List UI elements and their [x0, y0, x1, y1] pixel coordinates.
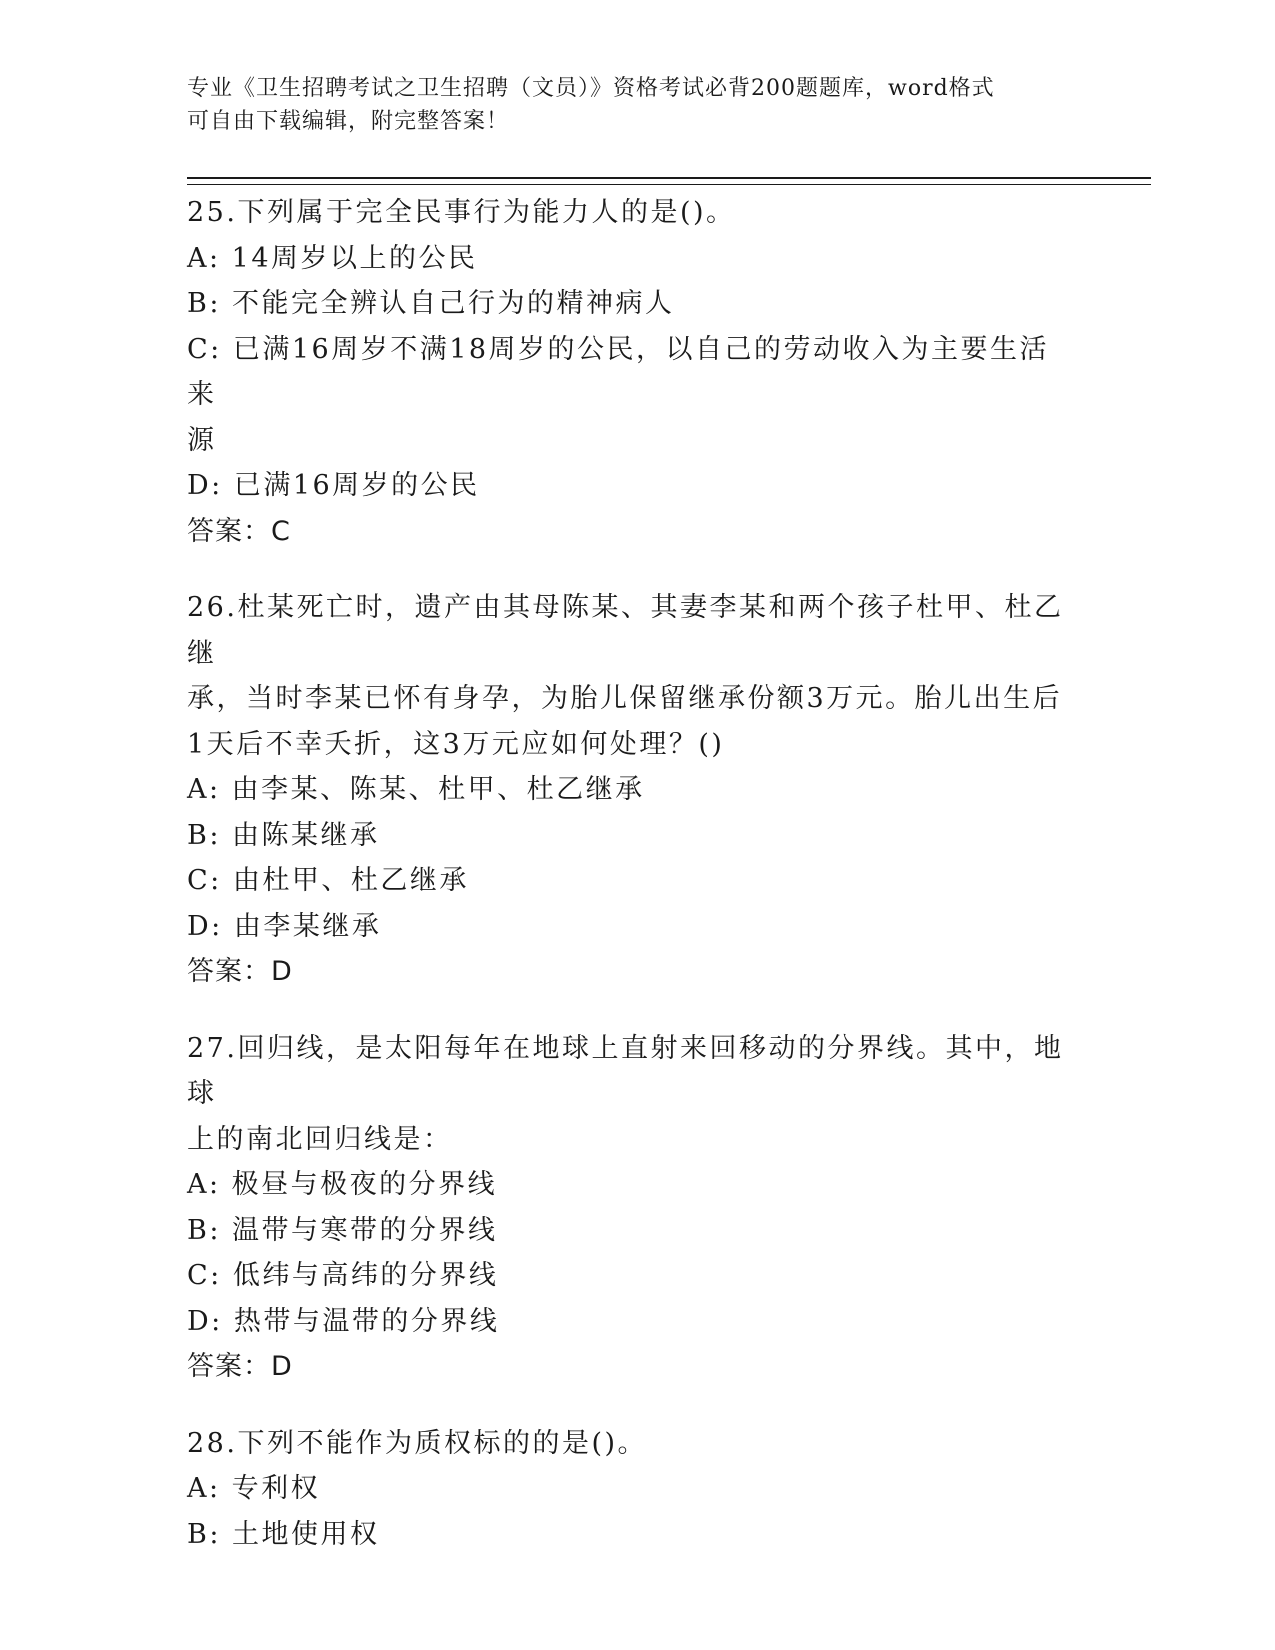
option-d: D: 已满16周岁的公民 — [187, 470, 480, 501]
answer: 答案：D — [187, 956, 293, 987]
option-c-continued: 源 — [187, 424, 217, 456]
option-d: D: 由李某继承 — [187, 910, 382, 942]
question-stem: 上的南北回归线是： — [187, 1123, 453, 1155]
option-c: C: 已满16周岁不满18周岁的公民，以自己的劳动收入为主要生活来 — [187, 333, 1050, 410]
question-list — [187, 190, 1077, 1588]
document-header — [187, 72, 1067, 138]
option-c: C: 由杜甲、杜乙继承 — [187, 865, 469, 896]
option-b: B: 由陈某继承 — [187, 819, 380, 851]
header-divider — [187, 177, 1151, 185]
answer: 答案：C — [187, 515, 291, 547]
option-b: B: 不能完全辨认自己行为的精神病人 — [187, 288, 675, 319]
question-stem: 1天后不幸夭折，这3万元应如何处理？() — [187, 728, 725, 760]
question-stem: 承，当时李某已怀有身孕，为胎儿保留继承份额3万元。胎儿出生后 — [187, 683, 1063, 714]
question-stem: 25.下列属于完全民事行为能力人的是()。 — [187, 197, 736, 228]
option-b: B: 土地使用权 — [187, 1518, 380, 1550]
option-a: A: 14周岁以上的公民 — [187, 242, 478, 274]
question-stem: 28.下列不能作为质权标的的是()。 — [187, 1427, 648, 1459]
question-28 — [187, 1421, 1077, 1558]
answer: 答案：D — [187, 1351, 293, 1382]
option-a: A: 极昼与极夜的分界线 — [187, 1169, 498, 1200]
header-line-2: 可自由下载编辑，附完整答案！ — [187, 109, 510, 134]
option-c: C: 低纬与高纬的分界线 — [187, 1260, 499, 1291]
question-26 — [187, 585, 1077, 995]
option-a: A: 专利权 — [187, 1473, 321, 1504]
option-d: D: 热带与温带的分界线 — [187, 1305, 500, 1337]
question-stem: 27.回归线，是太阳每年在地球上直射来回移动的分界线。其中，地球 — [187, 1032, 1064, 1109]
option-a: A: 由李某、陈某、杜甲、杜乙继承 — [187, 774, 645, 805]
question-25 — [187, 190, 1077, 554]
header-line-1: 专业《卫生招聘考试之卫生招聘（文员）》资格考试必背200题题库，word格式 — [187, 76, 995, 101]
option-b: B: 温带与寒带的分界线 — [187, 1214, 498, 1246]
question-stem: 26.杜某死亡时，遗产由其母陈某、其妻李某和两个孩子杜甲、杜乙继 — [187, 592, 1064, 669]
question-27 — [187, 1026, 1077, 1390]
